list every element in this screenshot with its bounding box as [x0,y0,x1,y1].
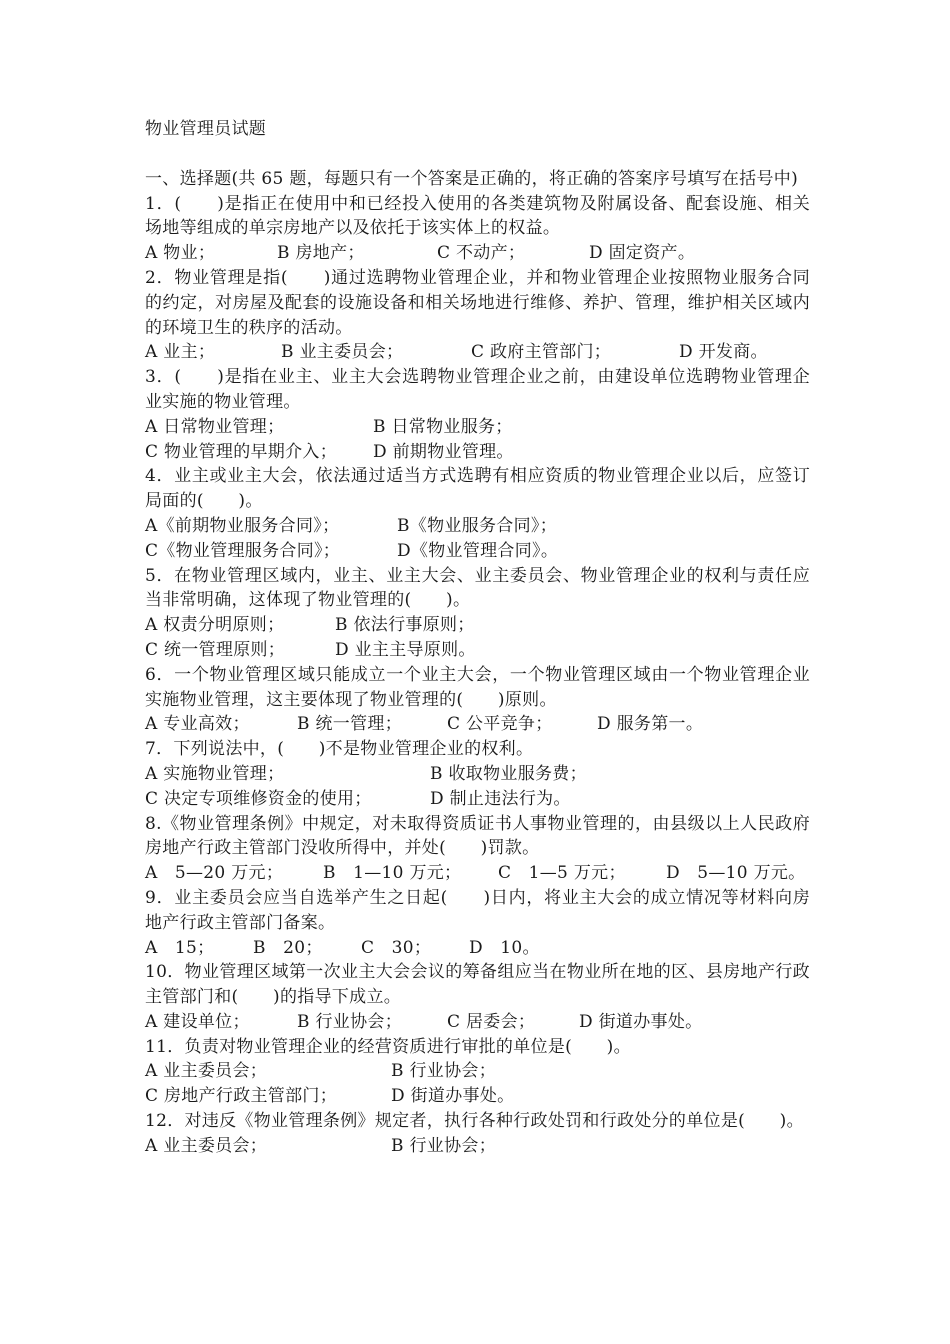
answer-option: C 政府主管部门； [471,342,612,363]
option-row [145,638,810,663]
question-list [145,192,810,1159]
answer-option: B 20； [253,937,323,958]
answer-option: B《物业服务合同》； [397,515,557,536]
question-text: 3．( )是指在业主、业主大会选聘物业管理企业之前，由建设单位选聘物业管理企业实施的物业管理。 [145,367,810,412]
question-text: 2．物业管理是指( )通过选聘物业管理企业，并和物业管理企业按照物业服务合同的约定，对房屋及配套的设施设备和相关场地进行维修、养护、管理，维护相关区域内的环境卫生的秩序的活动。 [145,267,810,338]
question-item [145,266,810,365]
question-item [145,564,810,663]
answer-option: B 业主委员会； [281,342,404,363]
answer-option: D 10。 [469,937,540,958]
question-text: 12．对违反《物业管理条例》规定者，执行各种行政处罚和行政处分的单位是( )。 [145,1111,804,1132]
option-row [145,440,810,465]
question-text: 9．业主委员会应当自选举产生之日起( )日内，将业主大会的成立情况等材料向房地产行政主管部门备案。 [145,887,810,933]
answer-option: B 日常物业服务； [373,416,513,437]
question-item [145,1109,810,1159]
answer-option: A 15； [145,937,215,958]
answer-option: B 收取物业服务费； [430,763,587,784]
answer-option: B 行业协会； [391,1135,496,1156]
answer-option: B 1—10 万元； [323,863,462,884]
option-row [145,712,810,737]
question-text: 6．一个物业管理区域只能成立一个业主大会，一个物业管理区域由一个物业管理企业实施物业管理，这主要体现了物业管理的( )原则。 [145,664,810,710]
answer-option: C 决定专项维修资金的使用； [145,788,372,809]
question-text: 7．下列说法中，( )不是物业管理企业的权利。 [145,739,534,760]
option-row [145,936,810,961]
option-row [145,415,810,440]
answer-option: D 制止违法行为。 [430,788,571,809]
answer-option: D 街道办事处。 [579,1011,703,1032]
answer-option: C 居委会； [447,1011,536,1032]
question-item [145,192,810,266]
option-row [145,241,810,266]
answer-option: B 依法行事原则； [335,615,475,636]
answer-option: C 公平竞争； [447,714,553,735]
answer-option: A 日常物业管理； [145,416,285,437]
option-row [145,1010,810,1035]
option-row [145,1084,810,1109]
answer-option: C 30； [361,937,432,958]
question-item [145,1035,810,1109]
answer-option: B 行业协会； [297,1011,402,1032]
answer-option: A 5—20 万元； [145,863,284,884]
document-title: 物业管理员试题 [145,119,267,139]
answer-option: B 统一管理； [297,714,402,735]
answer-option: B 房地产； [277,243,365,264]
answer-option: C 房地产行政主管部门； [145,1086,338,1107]
answer-option: A 业主委员会； [145,1135,268,1156]
question-text: 5．在物业管理区域内，业主、业主大会、业主委员会、物业管理企业的权利与责任应当非常明确，这体现了物业管理的( )。 [145,565,810,611]
question-text: 8.《物业管理条例》中规定，对未取得资质证书人事物业管理的，由县级以上人民政府房地产行政主管部门没收所得中，并处( )罚款。 [145,813,810,859]
option-row [145,613,810,638]
question-text: 10．物业管理区域第一次业主大会会议的筹备组应当在物业所在地的区、县房地产行政主管部门和( )的指导下成立。 [145,962,810,1008]
answer-option: C《物业管理服务合同》； [145,540,341,561]
question-item [145,737,810,811]
answer-option: A 物业； [145,243,216,264]
question-item [145,960,810,1034]
document-page [145,117,810,1159]
question-item [145,812,810,886]
answer-option: C 统一管理原则； [145,639,286,660]
answer-option: A 建设单位； [145,1011,250,1032]
answer-option: D 5—10 万元。 [666,863,806,884]
answer-option: D 固定资产。 [589,243,696,264]
question-text: 4．业主或业主大会，依法通过适当方式选聘有相应资质的物业管理企业以后，应签订局面的( )。 [145,466,810,512]
option-row [145,787,810,812]
answer-option: D《物业管理合同》。 [397,540,559,561]
question-item [145,365,810,464]
option-row [145,762,810,787]
answer-option: C 物业管理的早期介入； [145,441,338,462]
answer-option: A 实施物业管理； [145,763,285,784]
answer-option: D 服务第一。 [597,714,704,735]
answer-option: A 业主； [145,342,216,363]
question-text: 11．负责对物业管理企业的经营资质进行审批的单位是( )。 [145,1036,631,1057]
option-row [145,1059,810,1084]
option-row [145,1134,810,1159]
answer-option: D 前期物业管理。 [373,441,514,462]
answer-option: D 开发商。 [679,342,768,363]
answer-option: B 行业协会； [391,1061,496,1082]
question-text: 1．( )是指正在使用中和已经投入使用的各类建筑物及附属设备、配套设施、相关场地等组成的单宗房地产以及依托于该实体上的权益。 [145,193,810,239]
answer-option: C 1—5 万元； [498,863,626,884]
question-item [145,663,810,737]
option-row [145,514,810,539]
spacer [145,142,810,167]
answer-option: A 专业高效； [145,714,250,735]
answer-option: C 不动产； [437,243,526,264]
option-row [145,861,810,886]
section-heading: 一、选择题(共 65 题，每题只有一个答案是正确的，将正确的答案序号填写在括号中) [145,168,799,189]
answer-option: D 街道办事处。 [391,1086,515,1107]
option-row [145,340,810,365]
question-item [145,886,810,960]
question-item [145,464,810,563]
answer-option: A 业主委员会； [145,1061,268,1082]
answer-option: D 业主主导原则。 [335,639,476,660]
option-row [145,539,810,564]
answer-option: A 权责分明原则； [145,615,285,636]
answer-option: A《前期物业服务合同》； [145,515,340,536]
